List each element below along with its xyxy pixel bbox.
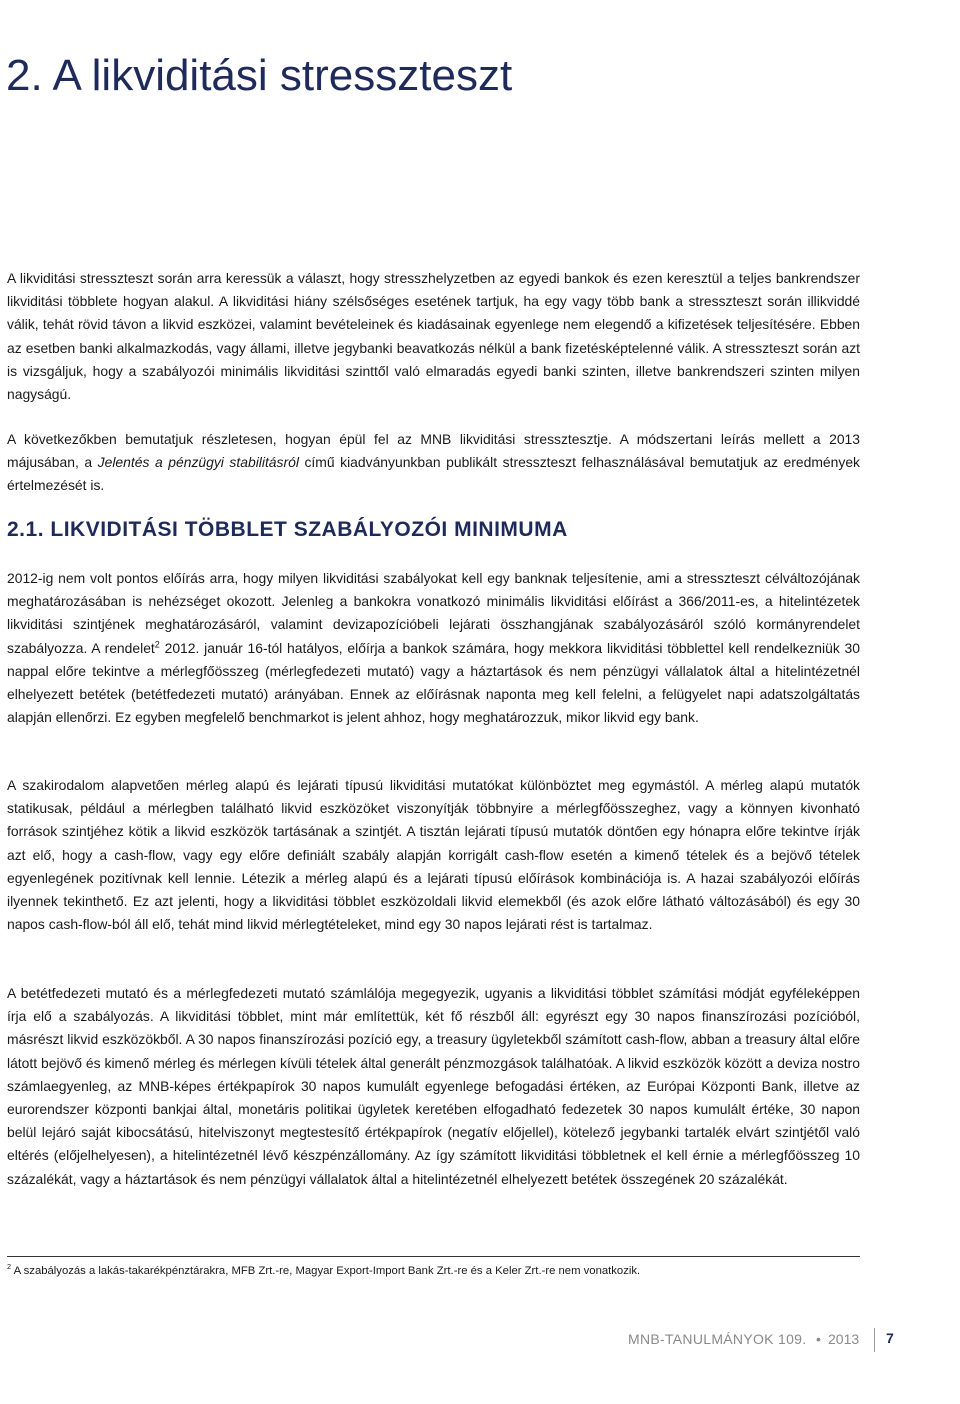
footer-divider [874,1328,875,1352]
section-paragraph-1 [7,567,860,729]
publication-year: 2013 [828,1331,860,1347]
page-footer [628,1328,898,1352]
publication-title: Jelentés a pénzügyi stabilitásról [97,454,299,471]
footnote-reference: 2 [154,638,160,649]
footnote-text: A szabályozás a lakás-takarékpénztárakra, MFB Zrt.-re, Magyar Export-Import Bank Zrt.-re és a Keler Zrt.-re nem vonatkozik. [11,1265,641,1277]
section-paragraph-1-text-end: 2012. január 16-tól hatályos, előírja a bankok számára, hogy mekkora likviditási többlettel kell rendelkezniük 30 nappal előre tekintve a mérlegfőösszeg (mérlegfedezeti mutató) vagy a háztartások és nem pénzügyi vállalatok által a hitelintézetnél elhelyezett betétek (betétfedezeti mutató) arányában. Ennek az előírásnak naponta meg kell felelni, a felügyelet napi adatszolgáltatás alapján ellenőrzi. Ez egyben megfelelő benchmarkot is jelent ahhoz, hogy meghatározzuk, mikor likvid egy bank. [7,639,861,726]
series-name: MNB-TANULMÁNYOK 109. [628,1331,807,1347]
chapter-title: 2. A likviditási stresszteszt [6,51,513,100]
section-paragraph-2: A szakirodalom alapvetően mérleg alapú és lejárati típusú likviditási mutatókat különböztet meg egymástól. A mérleg alapú mutatók statikusak, például a mérlegben található likvid eszközöket viszonyítják többnyire a mérlegfőösszeghez, vagy a könnyen kivonható források szintjéhez kötik a likvid eszközök tartásának a szintjét. A tisztán lejárati típusú mutatók döntően egy hónapra előre tekintve írják azt elő, hogy a cash-flow, vagy egy előre definiált szabály alapján korrigált cash-flow esetén a kimenő tételek és a bejövő tételek egyenlegének pozitívnak kell lennie. Létezik a mérleg alapú és a lejárati típusú előírások kombinációja is. A hazai szabályozói előírás ilyennek tekinthető. Ez azt jelenti, hogy a likviditási többlet eszközoldali likvid elemekből (és azok előre látható változásából) és egy 30 napos cash-flow-ból áll elő, tehát mind likvid mérlegtételeket, mind egy 30 napos lejárati rést is tartalmaz. [7,777,860,933]
footnote-mark: 2 [7,1262,12,1272]
intro-paragraph-2-text-end: című kiadványunkban publikált stresszteszt felhasználásával bemutatjuk az eredmények értelmezését is. [7,454,860,494]
section-paragraph-3: A betétfedezeti mutató és a mérlegfedezeti mutató számlálója megegyezik, ugyanis a likviditási többlet számítási módját egyféleképpen írja elő a szabályozás. A likviditási többlet, mint már említettük, két fő részből áll: egyrészt egy 30 napos finanszírozási pozícióból, másrészt likvid eszközökből. A 30 napos finanszírozási pozíció egy, a treasury ügyletekből számított cash-flow, abban a treasury által előre látott bejövő és kimenő mérleg és mérlegen kívüli tételek által generált pénzmozgások találhatóak. A likvid eszközök között a deviza nostro számlaegyenleg, az MNB-képes értékpapírok 30 napos kumulált egyenlege befogadási értéken, az Európai Központi Bank, illetve az eurorendszer központi bankjai által, monetáris politikai ügyletek keretében elfogadható fedezetek 30 napos kumulált értéke, 30 napon belül lejáró saját kibocsátású, hitelviszonyt megtestesítő értékpapírok (negatív előjellel), kötelező jegybanki tartalék elvárt szintjétől való eltérés (előjelhelyesen), a hitelintézetnél lévő készpénzállomány. Az így számított likviditási többletnek el kell érnie a mérlegfőösszeg 10 százalékát, vagy a háztartások és nem pénzügyi vállalatok által a hitelintézetnél elhelyezett betétek összegének 20 százalékát. [7,985,860,1187]
page-number: 7 [886,1330,894,1346]
footnote-divider [7,1256,860,1257]
intro-paragraph-2 [7,428,860,498]
footnote [7,1262,860,1280]
intro-paragraph-2-text-start: A következőkben bemutatjuk részletesen, hogyan épül fel az MNB likviditási stressztesztje. A módszertani leírás mellett a 2013 májusában, a [7,431,860,471]
section-paragraph-1-text-start: 2012-ig nem volt pontos előírás arra, hogy milyen likviditási szabályokat kell egy banknak teljesítenie, ami a stresszteszt célváltozójának meghatározásában is nehézséget okozott. Jelenleg a bankokra vonatkozó minimális likviditási előírást a 366/2011-es, a hitelintézetek likviditási szintjének meghatározásáról, valamint devizapozícióbeli lejárati összhangjának szabályozásáról szóló kormányrendelet szabályozza. A rendelet [7,570,860,656]
bullet-separator: • [816,1331,821,1347]
section-heading: 2.1. LIKVIDITÁSI TÖBBLET SZABÁLYOZÓI MINIMUMA [7,518,568,541]
intro-paragraph-1: A likviditási stresszteszt során arra keressük a választ, hogy stresszhelyzetben az egyedi bankok és ezen keresztül a teljes bankrendszer likviditási többlete hogyan alakul. A likviditási hiány szélsőséges esetének tartjuk, ha egy vagy több bank a stresszteszt során illikviddé válik, tehát rövid távon a likvid eszközei, valamint bevételeinek és kiadásainak egyenlege nem elegendő a kifizetések teljesítésére. Ebben az esetben banki alkalmazkodás, vagy állami, illetve jegybanki beavatkozás nélkül a bank fizetésképtelenné válik. A stresszteszt során azt is vizsgáljuk, hogy a szabályozói minimális likviditási szinttől való elmaradás egyedi banki szinten, illetve bankrendszeri szinten milyen nagyságú. [7,270,860,403]
